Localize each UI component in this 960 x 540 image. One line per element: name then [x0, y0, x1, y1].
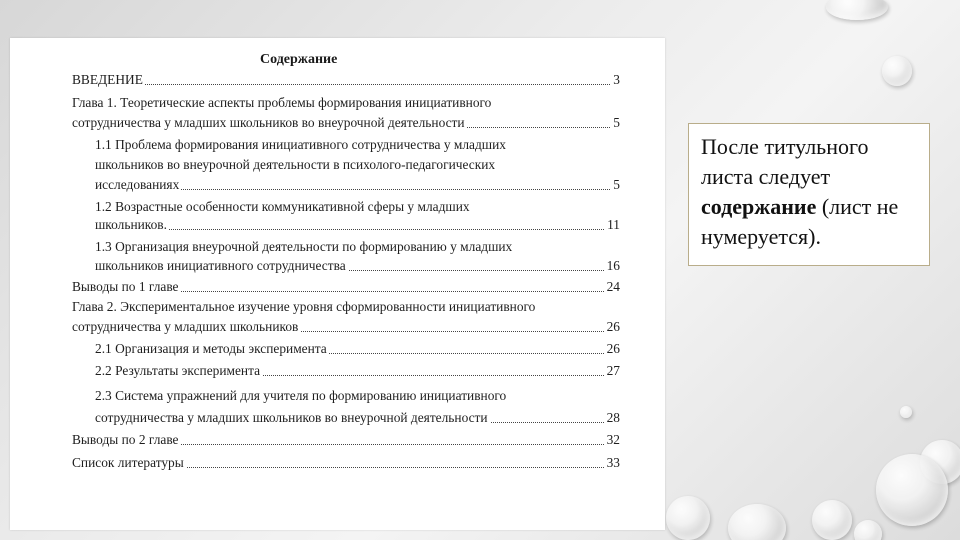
water-drop-decoration	[882, 56, 912, 86]
toc-entry	[72, 71, 620, 89]
toc-page-number: 32	[604, 431, 620, 449]
water-drop-decoration	[812, 500, 852, 540]
toc-page-number: 11	[604, 216, 620, 234]
note-text-before: После титульного листа следует	[701, 134, 869, 189]
toc-entry-text: 2.3 Система упражнений для учителя по формированию инициативного	[95, 388, 507, 403]
toc-entry-text: сотрудничества у младших школьников во внеурочной деятельности	[72, 115, 465, 130]
toc-entry	[72, 94, 620, 112]
toc-entry	[95, 176, 620, 194]
toc-entry-text: 1.1 Проблема формирования инициативного сотрудничества у младших	[95, 137, 506, 152]
toc-entry-text: Глава 2. Экспериментальное изучение уровня сформированности инициативного	[72, 299, 536, 314]
toc-entry-text: 1.2 Возрастные особенности коммуникативной сферы у младших	[95, 199, 470, 214]
toc-entry-text: школьников во внеурочной деятельности в психолого-педагогических	[95, 157, 496, 172]
toc-entry	[95, 409, 620, 427]
toc-page-number: 28	[604, 409, 620, 427]
toc-entry-text: сотрудничества у младших школьников во внеурочной деятельности	[95, 410, 488, 425]
toc-entry-text: 1.3 Организация внеурочной деятельности по формированию у младших	[95, 239, 513, 254]
toc-entry	[95, 198, 620, 216]
toc-entry	[72, 114, 620, 132]
water-drop-decoration	[728, 504, 786, 540]
toc-entry	[72, 278, 620, 296]
toc-entry	[95, 340, 620, 358]
toc-entry-text: Выводы по 1 главе	[72, 279, 179, 294]
water-drop-decoration	[876, 454, 948, 526]
water-drop-decoration	[826, 0, 888, 20]
note-text-after: (лист не нумеруется).	[701, 194, 899, 249]
toc-page-number: 5	[610, 114, 620, 132]
water-drop-decoration	[900, 406, 912, 418]
toc-entry	[95, 238, 620, 256]
toc-entry	[72, 431, 620, 449]
note-text-bold: содержание	[701, 194, 817, 219]
toc-entry-text: Выводы по 2 главе	[72, 432, 179, 447]
toc-entry	[72, 318, 620, 336]
toc-page-number: 16	[604, 257, 620, 275]
toc-entry-text: школьников инициативного сотрудничества	[95, 258, 346, 273]
toc-entry	[95, 136, 620, 154]
toc-page-number: 3	[610, 71, 620, 89]
toc-entry	[95, 216, 620, 234]
toc-entry-text: школьников.	[95, 217, 167, 232]
toc-dot-leader	[95, 229, 620, 230]
toc-page-number: 26	[604, 340, 620, 358]
toc-dot-leader	[72, 84, 620, 85]
toc-entry	[95, 387, 620, 405]
toc-entry-text: ВВЕДЕНИЕ	[72, 72, 143, 87]
toc-page-number: 27	[604, 362, 620, 380]
water-drop-decoration	[854, 520, 882, 540]
toc-entry	[95, 257, 620, 275]
document-page	[10, 38, 665, 530]
toc-page-number: 33	[604, 454, 620, 472]
toc-page-number: 5	[610, 176, 620, 194]
toc-entry-text: исследованиях	[95, 177, 180, 192]
water-drop-decoration	[666, 496, 710, 540]
toc-title: Содержание	[260, 52, 338, 67]
toc-entry-text: Глава 1. Теоретические аспекты проблемы формирования инициативного	[72, 95, 492, 110]
toc-entry	[95, 362, 620, 380]
toc-entry	[72, 298, 620, 316]
toc-entry	[72, 454, 620, 472]
toc-entry	[95, 156, 620, 174]
toc-page-number: 26	[604, 318, 620, 336]
note-box	[688, 123, 930, 266]
toc-entry-text: 2.2 Результаты эксперимента	[95, 363, 261, 378]
toc-entry-text: Список литературы	[72, 455, 184, 470]
toc-entry-text: сотрудничества у младших школьников	[72, 319, 299, 334]
toc-page-number: 24	[604, 278, 620, 296]
toc-entry-text: 2.1 Организация и методы эксперимента	[95, 341, 327, 356]
